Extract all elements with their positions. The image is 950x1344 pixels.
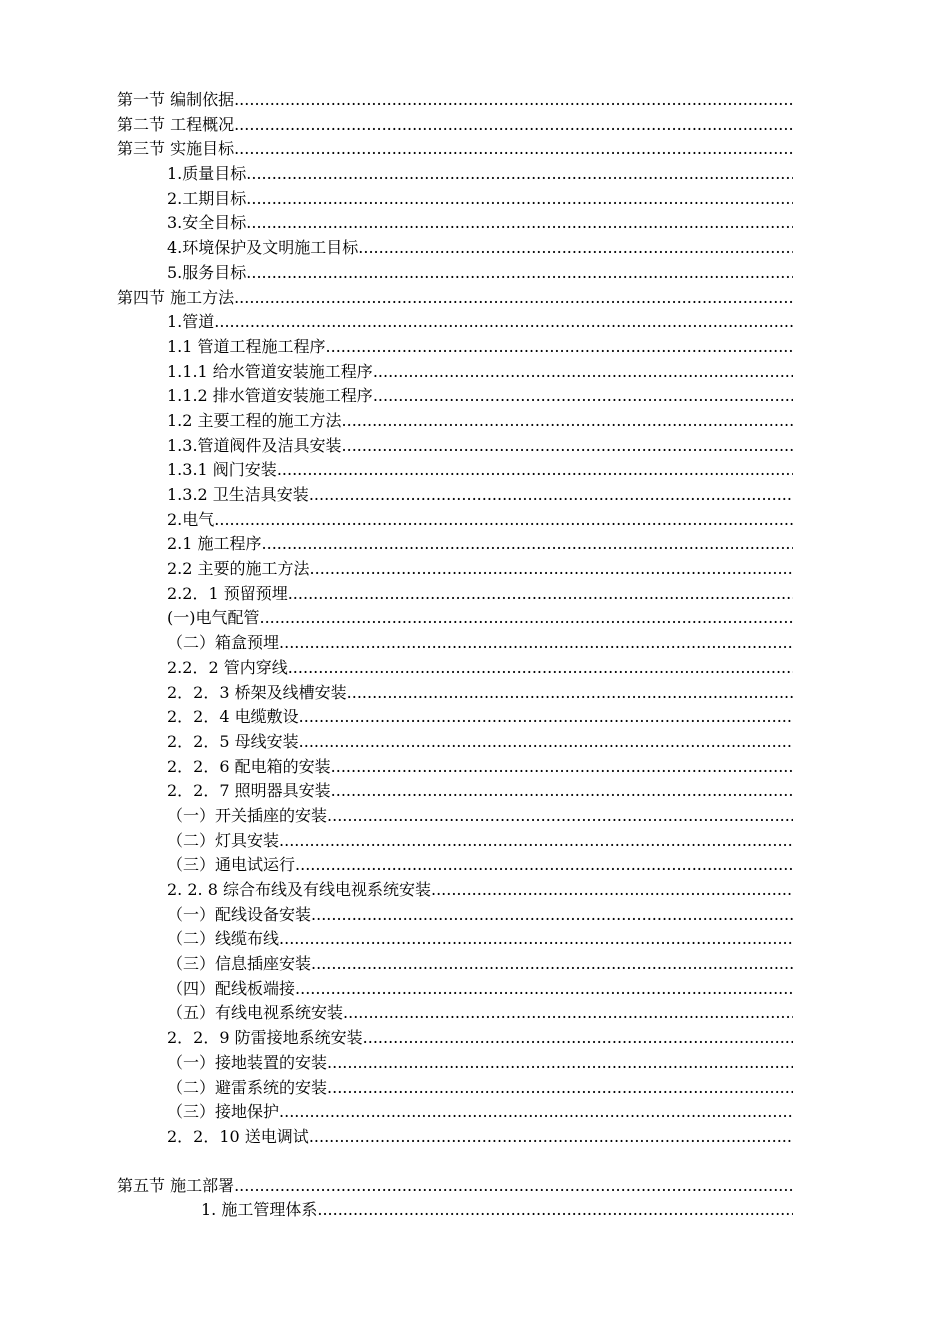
toc-entry-title: 5.服务目标 bbox=[167, 262, 247, 282]
toc-entry[interactable] bbox=[117, 261, 793, 286]
toc-entry[interactable] bbox=[117, 1198, 793, 1223]
toc-entry-title: （三）接地保护 bbox=[167, 1102, 280, 1122]
toc-dot-leader bbox=[295, 853, 793, 878]
toc-entry-title: 1.质量目标 bbox=[167, 164, 247, 184]
toc-entry[interactable] bbox=[117, 236, 793, 261]
toc-entry[interactable] bbox=[117, 656, 793, 681]
toc-entry-title: 2.电气 bbox=[167, 509, 215, 529]
toc-entry-title: 第一节 编制依据 bbox=[117, 90, 235, 109]
toc-entry-title: （三）信息插座安装 bbox=[167, 954, 312, 974]
toc-entry[interactable] bbox=[117, 162, 793, 187]
toc-entry-title: 第二节 工程概况 bbox=[117, 114, 235, 134]
toc-dot-leader bbox=[279, 927, 793, 952]
toc-dot-leader bbox=[310, 557, 793, 582]
toc-entry-title: 2．2．9 防雷接地系统安装 bbox=[167, 1028, 363, 1048]
toc-dot-leader bbox=[327, 804, 793, 829]
toc-entry-title: 1.2 主要工程的施工方法 bbox=[167, 410, 342, 430]
toc-entry-title: (一)电气配管 bbox=[167, 608, 260, 628]
toc-dot-leader bbox=[299, 730, 793, 755]
toc-dot-leader bbox=[277, 458, 793, 483]
toc-dot-leader bbox=[343, 1001, 793, 1026]
toc-dot-leader bbox=[309, 483, 793, 508]
toc-entry[interactable] bbox=[117, 705, 793, 730]
toc-entry-title: 1.1 管道工程施工程序 bbox=[167, 336, 326, 356]
toc-entry-title: 2.2．2 管内穿线 bbox=[167, 657, 288, 677]
toc-dot-leader bbox=[373, 360, 793, 385]
toc-entry[interactable] bbox=[117, 1026, 793, 1051]
toc-dot-leader bbox=[262, 532, 793, 557]
toc-entry[interactable] bbox=[117, 508, 793, 533]
toc-entry-title: （二）箱盒预埋 bbox=[167, 633, 280, 653]
toc-entry[interactable] bbox=[117, 483, 793, 508]
toc-entry-title: 1. 施工管理体系 bbox=[201, 1200, 318, 1220]
toc-entry[interactable] bbox=[117, 1125, 793, 1150]
toc-entry-title: 1.1.1 给水管道安装施工程序 bbox=[167, 361, 373, 381]
toc-dot-leader bbox=[326, 335, 793, 360]
toc-entry[interactable] bbox=[117, 187, 793, 212]
toc-dot-leader bbox=[260, 606, 794, 631]
toc-entry[interactable] bbox=[117, 804, 793, 829]
toc-entry[interactable] bbox=[117, 384, 793, 409]
toc-entry[interactable] bbox=[117, 113, 793, 138]
toc-dot-leader bbox=[331, 779, 793, 804]
toc-dot-leader bbox=[309, 1125, 793, 1150]
toc-entry-title: 2.工期目标 bbox=[167, 188, 247, 208]
toc-entry-title: （二）避雷系统的安装 bbox=[167, 1077, 328, 1097]
toc-dot-leader bbox=[246, 261, 793, 286]
toc-entry-title: （五）有线电视系统安装 bbox=[167, 1003, 344, 1023]
toc-entry-title: 2．2．5 母线安装 bbox=[167, 731, 299, 751]
toc-dot-leader bbox=[431, 878, 793, 903]
toc-entry[interactable] bbox=[117, 853, 793, 878]
toc-entry[interactable] bbox=[117, 1051, 793, 1076]
toc-dot-leader bbox=[342, 434, 793, 459]
table-of-contents bbox=[117, 88, 793, 1223]
toc-entry[interactable] bbox=[117, 286, 793, 311]
toc-entry-title: 1.1.2 排水管道安装施工程序 bbox=[167, 386, 373, 406]
toc-entry-title: 2．2．3 桥架及线槽安装 bbox=[167, 682, 347, 702]
toc-entry-title: （二）线缆布线 bbox=[167, 929, 280, 949]
toc-entry-title: 4.环境保护及文明施工目标 bbox=[167, 238, 359, 258]
toc-entry[interactable] bbox=[117, 1001, 793, 1026]
toc-entry[interactable] bbox=[117, 1100, 793, 1125]
toc-dot-leader bbox=[279, 631, 793, 656]
toc-dot-leader bbox=[234, 286, 793, 311]
toc-entry-title: 2．2．4 电缆敷设 bbox=[167, 707, 299, 727]
toc-entry[interactable] bbox=[117, 977, 793, 1002]
toc-dot-leader bbox=[327, 1076, 793, 1101]
toc-dot-leader bbox=[342, 409, 793, 434]
toc-entry-title: 第三节 实施目标 bbox=[117, 139, 235, 159]
toc-entry[interactable] bbox=[117, 211, 793, 236]
toc-entry-title: 第四节 施工方法 bbox=[117, 287, 235, 307]
toc-entry-title: 2. 2. 8 综合布线及有线电视系统安装 bbox=[167, 880, 431, 899]
toc-entry[interactable] bbox=[117, 409, 793, 434]
toc-entry[interactable] bbox=[117, 878, 793, 903]
toc-entry[interactable] bbox=[117, 1174, 793, 1199]
toc-entry[interactable] bbox=[117, 335, 793, 360]
toc-dot-leader bbox=[214, 310, 793, 335]
toc-dot-leader bbox=[363, 1026, 793, 1051]
toc-entry-title: （一）开关插座的安装 bbox=[167, 805, 328, 825]
toc-entry-title: 2.2 主要的施工方法 bbox=[167, 559, 310, 579]
toc-entry[interactable] bbox=[117, 582, 793, 607]
toc-entry-title: 2.1 施工程序 bbox=[167, 534, 262, 554]
toc-entry[interactable] bbox=[117, 137, 793, 162]
toc-dot-leader bbox=[295, 977, 793, 1002]
toc-dot-leader bbox=[234, 137, 793, 162]
toc-entry[interactable] bbox=[117, 434, 793, 459]
toc-entry[interactable] bbox=[117, 730, 793, 755]
toc-entry[interactable] bbox=[117, 631, 793, 656]
toc-entry[interactable] bbox=[117, 310, 793, 335]
toc-entry[interactable] bbox=[117, 458, 793, 483]
toc-entry[interactable] bbox=[117, 606, 793, 631]
toc-dot-leader bbox=[299, 705, 793, 730]
toc-entry-title: （一）配线设备安装 bbox=[167, 904, 312, 924]
toc-entry[interactable] bbox=[117, 829, 793, 854]
toc-dot-leader bbox=[234, 1174, 793, 1199]
toc-entry-title: 2.2．1 预留预埋 bbox=[167, 583, 288, 603]
toc-dot-leader bbox=[288, 656, 793, 681]
toc-entry[interactable] bbox=[117, 1076, 793, 1101]
toc-entry[interactable] bbox=[117, 903, 793, 928]
toc-entry-title: （一）接地装置的安装 bbox=[167, 1052, 328, 1072]
toc-dot-leader bbox=[234, 88, 793, 113]
toc-entry-title: 3.安全目标 bbox=[167, 213, 247, 233]
toc-dot-leader bbox=[317, 1198, 793, 1223]
toc-entry-title: 2．2．6 配电箱的安装 bbox=[167, 756, 331, 776]
toc-entry[interactable] bbox=[117, 360, 793, 385]
toc-entry[interactable] bbox=[117, 952, 793, 977]
toc-entry-title: 第五节 施工部署 bbox=[117, 1175, 235, 1195]
toc-dot-leader bbox=[311, 952, 793, 977]
toc-entry-title: 1.3.管道阀件及洁具安装 bbox=[167, 435, 342, 455]
toc-entry-title: 2．2．10 送电调试 bbox=[167, 1126, 309, 1146]
toc-entry-title: 1.3.1 阀门安装 bbox=[167, 460, 277, 480]
toc-dot-leader bbox=[358, 236, 793, 261]
toc-dot-leader bbox=[246, 187, 793, 212]
toc-entry-title: 1.3.2 卫生洁具安装 bbox=[167, 485, 309, 504]
toc-dot-leader bbox=[279, 1100, 793, 1125]
toc-entry[interactable] bbox=[117, 927, 793, 952]
toc-dot-leader bbox=[279, 829, 793, 854]
toc-dot-leader bbox=[331, 755, 793, 780]
toc-dot-leader bbox=[311, 903, 793, 928]
toc-dot-leader bbox=[214, 508, 793, 533]
toc-dot-leader bbox=[347, 681, 793, 706]
toc-entry[interactable] bbox=[117, 532, 793, 557]
toc-entry-title: （三）通电试运行 bbox=[167, 855, 296, 875]
toc-dot-leader bbox=[246, 162, 793, 187]
toc-entry-title: （二）灯具安装 bbox=[167, 830, 280, 850]
toc-entry-title: （四）配线板端接 bbox=[167, 978, 296, 998]
toc-dot-leader bbox=[234, 113, 793, 138]
toc-dot-leader bbox=[373, 384, 793, 409]
toc-dot-leader bbox=[246, 211, 793, 236]
toc-entry[interactable] bbox=[117, 88, 793, 113]
toc-entry[interactable] bbox=[117, 755, 793, 780]
toc-dot-leader bbox=[327, 1051, 793, 1076]
toc-dot-leader bbox=[288, 582, 793, 607]
toc-entry-title: 1.管道 bbox=[167, 312, 215, 332]
toc-entry[interactable] bbox=[117, 779, 793, 804]
toc-entry-title: 2．2．7 照明器具安装 bbox=[167, 781, 331, 801]
toc-entry[interactable] bbox=[117, 681, 793, 706]
toc-entry[interactable] bbox=[117, 557, 793, 582]
